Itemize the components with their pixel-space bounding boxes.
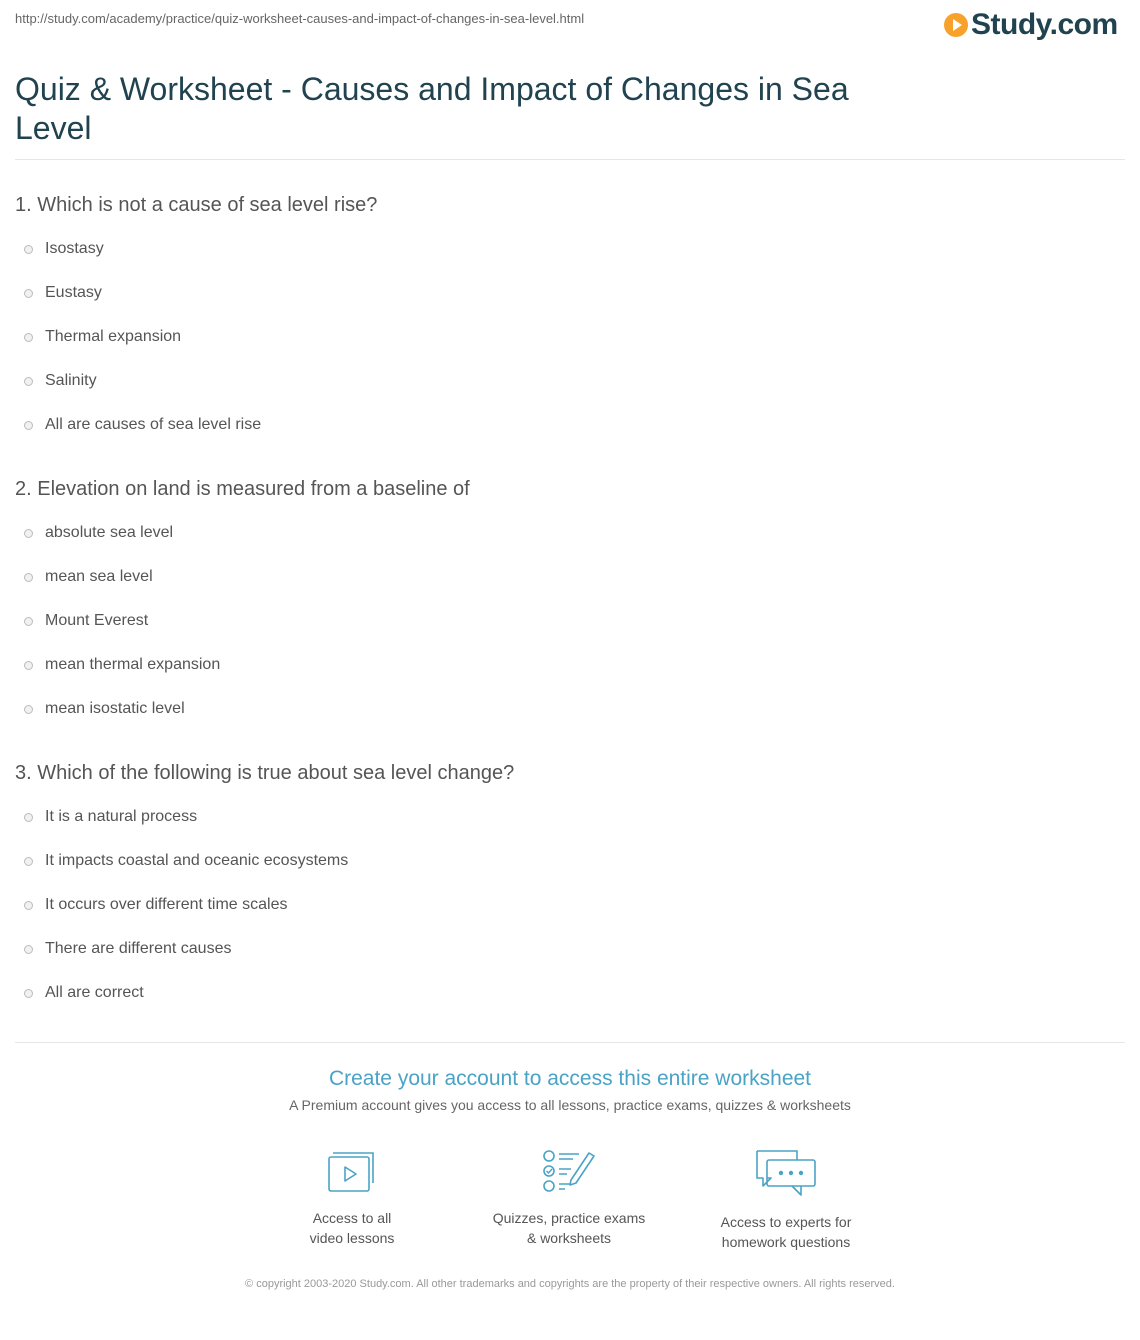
- answer-option[interactable]: [24, 327, 181, 347]
- answer-label: mean isostatic level: [45, 700, 185, 717]
- answer-label: Eustasy: [45, 284, 102, 301]
- feature-line: Quizzes, practice exams: [492, 1210, 646, 1226]
- page-title: Quiz & Worksheet - Causes and Impact of Changes in Sea Level: [15, 71, 849, 146]
- answer-label: It occurs over different time scales: [45, 896, 288, 913]
- premium-description: A Premium account gives you access to all lessons, practice exams, quizzes & worksheets: [289, 1097, 851, 1113]
- feature-video-lessons: [252, 1148, 452, 1248]
- radio-button[interactable]: [24, 901, 33, 910]
- answer-option[interactable]: [24, 611, 148, 631]
- answer-option[interactable]: [24, 983, 144, 1003]
- radio-button[interactable]: [24, 857, 33, 866]
- page-url: http://study.com/academy/practice/quiz-worksheet-causes-and-impact-of-changes-in-sea-level.html: [15, 11, 585, 26]
- study-logo[interactable]: [944, 8, 1118, 42]
- radio-button[interactable]: [24, 813, 33, 822]
- answer-label: It is a natural process: [45, 808, 198, 825]
- answer-option[interactable]: [24, 283, 102, 303]
- question-1: 1. Which is not a cause of sea level rise?: [15, 194, 378, 216]
- answer-label: mean thermal expansion: [45, 656, 221, 673]
- question-3: 3. Which of the following is true about sea level change?: [15, 762, 515, 784]
- copyright-notice: © copyright 2003-2020 Study.com. All other trademarks and copyrights are the property of their respective owners. All rights reserved.: [245, 1278, 895, 1290]
- answer-option[interactable]: [24, 239, 104, 259]
- answer-option[interactable]: [24, 939, 231, 959]
- answer-label: There are different causes: [45, 940, 232, 957]
- answer-option[interactable]: [24, 807, 197, 827]
- answer-option[interactable]: [24, 699, 185, 719]
- answer-label: Salinity: [45, 372, 97, 389]
- answer-option[interactable]: [24, 655, 220, 675]
- answer-label: All are correct: [45, 984, 144, 1001]
- play-logo-icon: [944, 13, 968, 37]
- answer-option[interactable]: [24, 895, 287, 915]
- create-account-link[interactable]: Create your account to access this entire worksheet: [328, 1067, 812, 1090]
- radio-button[interactable]: [24, 289, 33, 298]
- question-2: 2. Elevation on land is measured from a baseline of: [15, 478, 470, 500]
- radio-button[interactable]: [24, 661, 33, 670]
- logo-text: Study.com: [971, 8, 1118, 41]
- title-divider: [15, 159, 1125, 160]
- radio-button[interactable]: [24, 529, 33, 538]
- feature-experts: [686, 1148, 886, 1252]
- answer-option[interactable]: [24, 567, 153, 587]
- feature-quizzes: [469, 1148, 669, 1248]
- radio-button[interactable]: [24, 617, 33, 626]
- radio-button[interactable]: [24, 333, 33, 342]
- answer-option[interactable]: [24, 371, 97, 391]
- quiz-checklist-icon: [541, 1148, 597, 1194]
- radio-button[interactable]: [24, 945, 33, 954]
- radio-button[interactable]: [24, 421, 33, 430]
- cta-divider: [15, 1042, 1125, 1043]
- feature-line: video lessons: [309, 1230, 395, 1246]
- answer-label: Mount Everest: [45, 612, 149, 629]
- answer-label: It impacts coastal and oceanic ecosystems: [45, 852, 349, 869]
- radio-button[interactable]: [24, 705, 33, 714]
- feature-line: & worksheets: [526, 1230, 612, 1246]
- radio-button[interactable]: [24, 989, 33, 998]
- feature-line: Access to experts for: [720, 1214, 852, 1230]
- answer-label: Isostasy: [45, 240, 104, 257]
- radio-button[interactable]: [24, 377, 33, 386]
- answer-label: All are causes of sea level rise: [45, 416, 262, 433]
- answer-option[interactable]: [24, 851, 348, 871]
- radio-button[interactable]: [24, 245, 33, 254]
- answer-label: Thermal expansion: [45, 328, 182, 345]
- feature-line: homework questions: [721, 1234, 851, 1250]
- feature-line: Access to all: [312, 1210, 392, 1226]
- answer-label: mean sea level: [45, 568, 153, 585]
- chat-bubbles-icon: [753, 1148, 819, 1198]
- answer-label: absolute sea level: [45, 524, 174, 541]
- video-lesson-icon: [326, 1148, 378, 1194]
- answer-option[interactable]: [24, 415, 261, 435]
- radio-button[interactable]: [24, 573, 33, 582]
- answer-option[interactable]: [24, 523, 173, 543]
